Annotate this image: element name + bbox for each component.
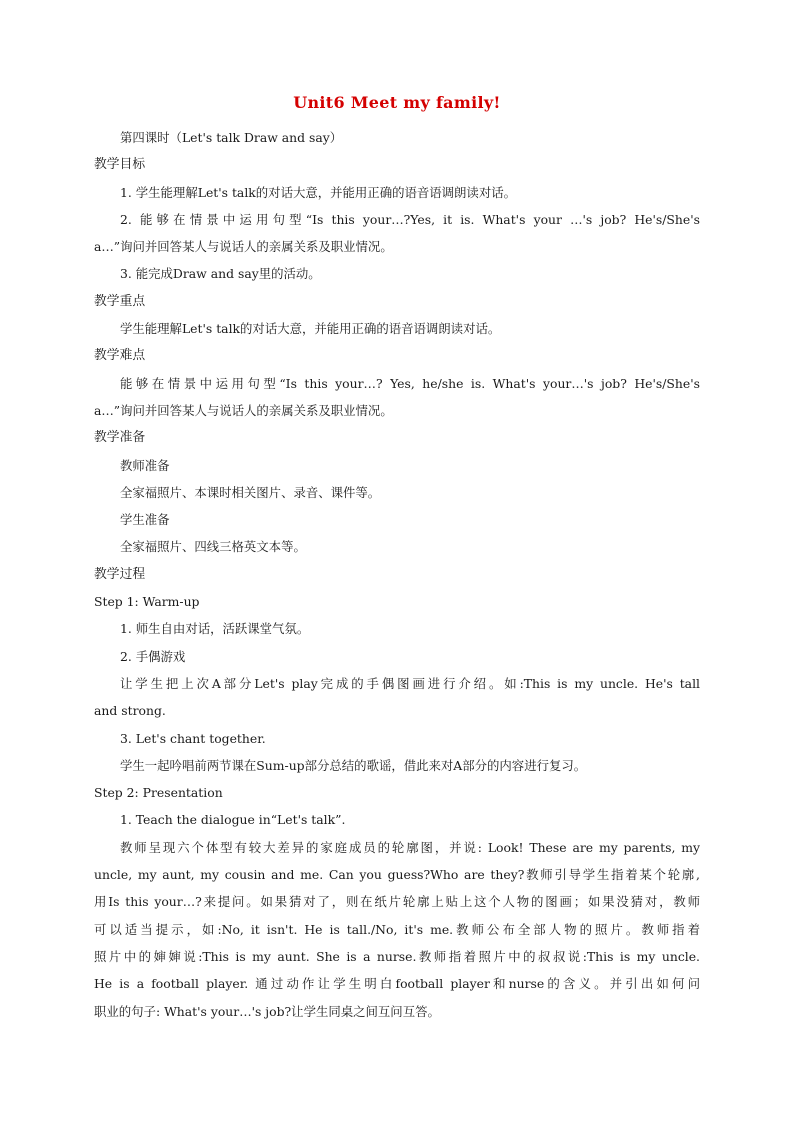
section-heading: 教学准备 (94, 430, 146, 446)
text-line: 可以适当提示，如:No, it isn't. He is tall./No, it's me.教师公布全部人物的照片。教师指着 (94, 921, 700, 937)
text-line: 照片中的婶婶说:This is my aunt. She is a nurse.教师指着照片中的叔叔说:This is my uncle. (94, 948, 700, 964)
text-line: 2. 手偶游戏 (120, 648, 186, 664)
text-line: a…”询问并回答某人与说话人的亲属关系及职业情况。 (94, 402, 393, 418)
text-line: 学生准备 (120, 512, 170, 528)
section-heading: 教学过程 (94, 566, 146, 582)
text-line: 2. 能够在情景中运用句型“Is this your…?Yes, it is. What's your …'s job? He's/She's (120, 211, 700, 227)
text-line: and strong. (94, 703, 166, 719)
text-line: 用Is this your…?来提问。如果猜对了，则在纸片轮廓上贴上这个人物的图画；如果没猜对，教师 (94, 894, 700, 910)
text-line: 教师呈现六个体型有较大差异的家庭成员的轮廓图，并说: Look! These are my parents, my (120, 839, 700, 855)
section-heading: 教学重点 (94, 293, 146, 309)
text-line: 3. 能完成Draw and say里的活动。 (120, 266, 321, 282)
section-heading: 教学难点 (94, 348, 146, 364)
text-line: He is a football player. 通过动作让学生明白football player和nurse的含义。并引出如何问 (94, 976, 700, 992)
text-line: 职业的句子: What's your…'s job?让学生同桌之间互问互答。 (94, 1003, 440, 1019)
document-page (94, 90, 700, 1025)
text-line: 1. 师生自由对话，活跃课堂气氛。 (120, 621, 310, 637)
text-line: 第四课时（Let's talk Draw and say） (120, 130, 343, 145)
section-heading: 教学目标 (94, 157, 146, 173)
text-line: 全家福照片、四线三格英文本等。 (120, 539, 306, 555)
text-line: 教师准备 (120, 457, 170, 473)
text-line: 能够在情景中运用句型“Is this your…? Yes, he/she is. What's your…'s job? He's/She's (120, 375, 700, 391)
text-line: 全家福照片、本课时相关图片、录音、课件等。 (120, 484, 381, 500)
text-line: 1. Teach the dialogue in“Let's talk”. (120, 812, 346, 828)
text-line: uncle, my aunt, my cousin and me. Can you guess?Who are they?教师引导学生指着某个轮廓, (94, 867, 700, 883)
document-body (94, 124, 700, 1025)
text-line: 让学生把上次A部分Let's play完成的手偶图画进行介绍。如:This is my uncle. He's tall (120, 675, 700, 691)
text-line: 3. Let's chant together. (120, 730, 266, 746)
text-line: 学生能理解Let's talk的对话大意，并能用正确的语音语调朗读对话。 (120, 321, 501, 337)
text-line: Step 1: Warm-up (94, 594, 200, 610)
text-line: Step 2: Presentation (94, 785, 223, 801)
text-line: 学生一起吟唱前两节课在Sum-up部分总结的歌谣，借此来对A部分的内容进行复习。 (120, 757, 587, 773)
document-title: Unit6 Meet my family! (293, 93, 501, 112)
text-line: a…”询问并回答某人与说话人的亲属关系及职业情况。 (94, 239, 393, 255)
text-line: 1. 学生能理解Let's talk的对话大意，并能用正确的语音语调朗读对话。 (120, 184, 516, 200)
